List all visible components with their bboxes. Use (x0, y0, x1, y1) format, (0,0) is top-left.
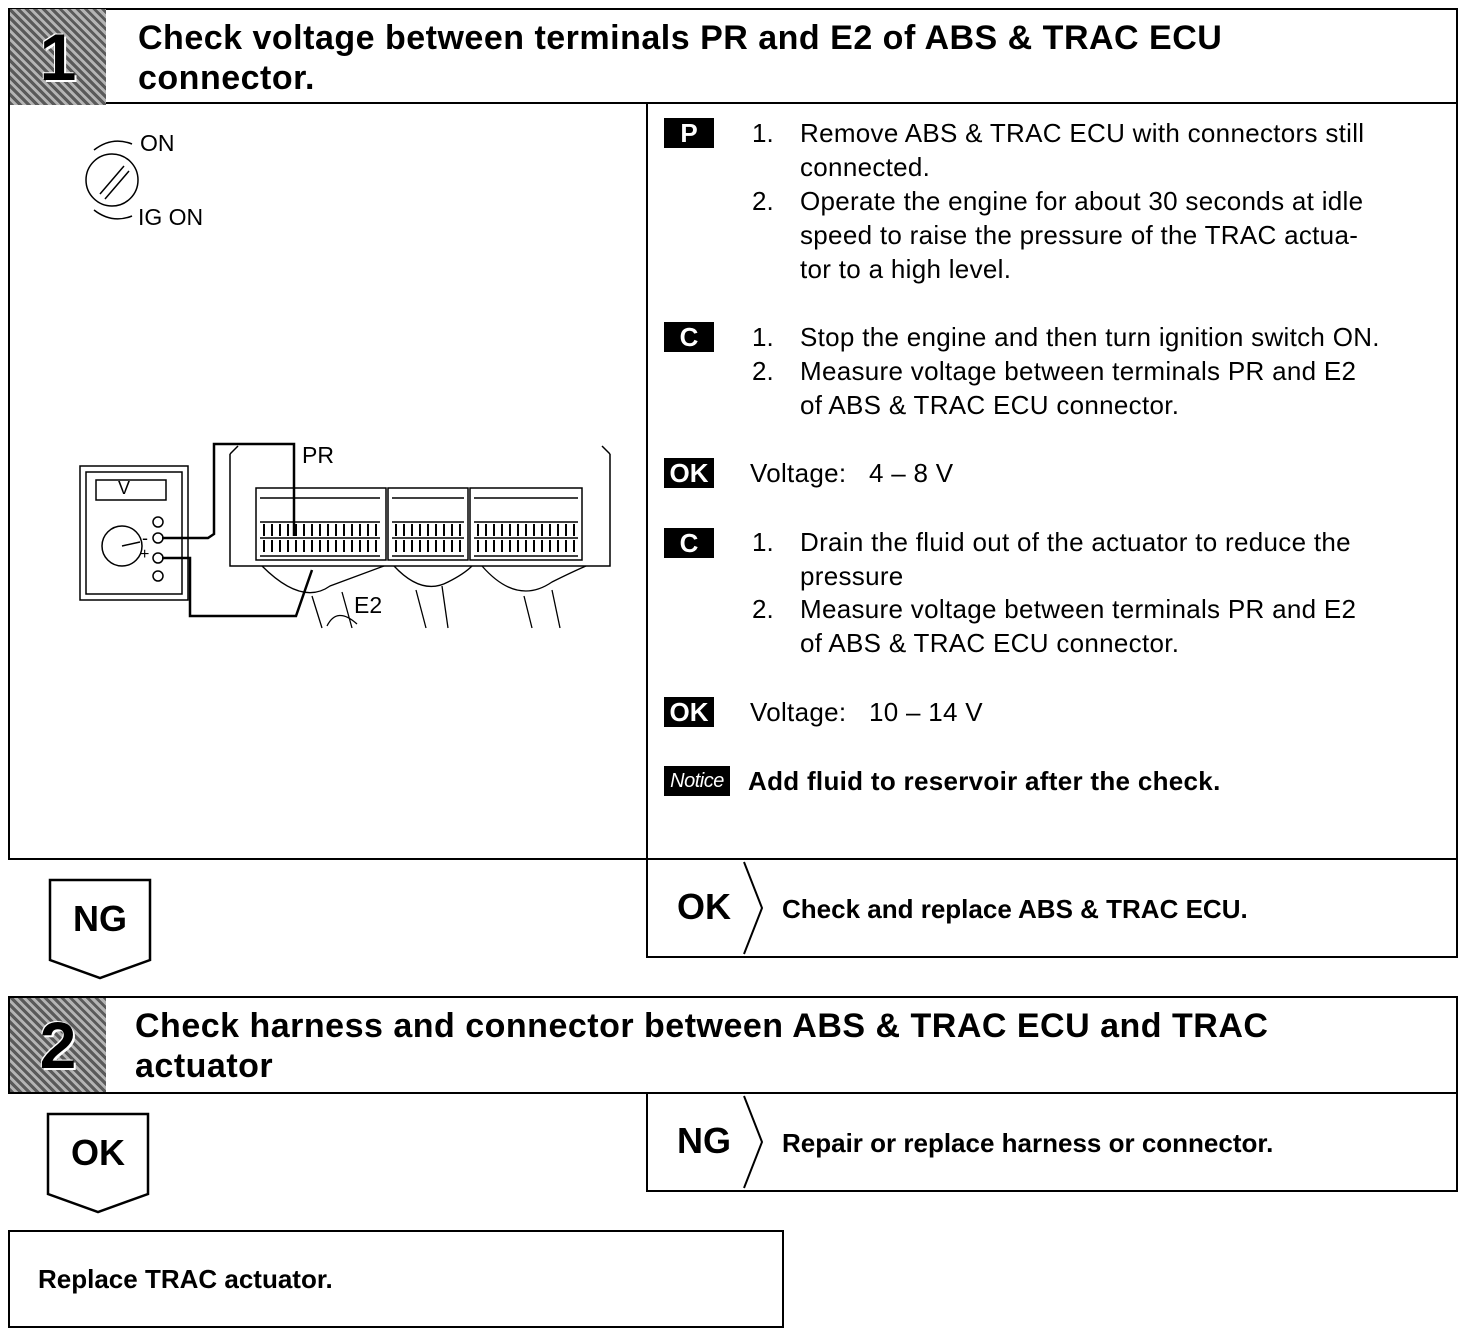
step1-number-badge (10, 9, 106, 105)
tag-notice: Notice (664, 766, 730, 796)
ok-label-2: OK (71, 1132, 125, 1173)
c2-item1-num: 1. (752, 527, 774, 557)
ng-label-1: NG (73, 898, 127, 939)
c1-item2-text (800, 354, 1450, 422)
p-item2-line3: tor to a high level. (800, 254, 1012, 284)
tag-p: P (664, 118, 714, 148)
step1-divider (646, 104, 648, 860)
ignition-switch-icon (86, 141, 138, 219)
step1-number: 1 (39, 20, 77, 94)
p-item2-line2: speed to raise the pressure of the TRAC actua- (800, 220, 1359, 250)
p-item1-line2: connected. (800, 152, 931, 182)
c2-item1-text (800, 525, 1450, 593)
c2-item1-line1: Drain the fluid out of the actuator to reduce the (800, 527, 1351, 557)
step1-title (138, 18, 1438, 98)
meter-plus-label: + (140, 546, 150, 563)
step2-title (135, 1006, 1435, 1086)
c1-item2-line1: Measure voltage between terminals PR and E2 (800, 356, 1357, 386)
terminal-pr-label: PR (302, 442, 334, 468)
final-action-text: Replace TRAC actuator. (38, 1264, 333, 1294)
step2-number: 2 (39, 1008, 77, 1082)
c2-item2-num: 2. (752, 594, 774, 624)
step2-title-line1: Check harness and connector between ABS & TRAC ECU and TRAC (135, 1007, 1269, 1045)
step2-number-badge (10, 998, 106, 1092)
tag-ok2: OK (664, 697, 714, 727)
step2-title-line2: actuator (135, 1047, 274, 1085)
p-item2-num: 2. (752, 186, 774, 216)
c2-item1-line2: pressure (800, 561, 904, 591)
step1-title-line1: Check voltage between terminals PR and E2 of ABS & TRAC ECU (138, 19, 1223, 57)
c1-item1-num: 1. (752, 322, 774, 352)
c2-item2-line2: of ABS & TRAC ECU connector. (800, 628, 1180, 658)
step1-title-line2: connector. (138, 59, 315, 97)
tag-c2: C (664, 528, 714, 558)
p-item1-num: 1. (752, 118, 774, 148)
p-item2-text (800, 184, 1450, 286)
c2-item2-text (800, 592, 1450, 660)
tag-c1: C (664, 322, 714, 352)
c2-item2-line1: Measure voltage between terminals PR and E2 (800, 594, 1357, 624)
switch-ig-on-label: IG ON (138, 204, 204, 230)
ok-result-text-1: Check and replace ABS & TRAC ECU. (782, 894, 1248, 924)
ng-label-2: NG (677, 1120, 731, 1161)
switch-on-label: ON (140, 130, 175, 156)
c1-item2-num: 2. (752, 356, 774, 386)
terminal-e2-label: E2 (354, 592, 383, 618)
voltmeter-icon (80, 466, 188, 600)
meter-minus-label: - (142, 528, 148, 548)
p-item1-text (800, 116, 1450, 184)
tag-ok1: OK (664, 458, 714, 488)
p-item2-line1: Operate the engine for about 30 seconds at idle (800, 186, 1364, 216)
notice-text: Add fluid to reservoir after the check. (748, 766, 1221, 796)
p-item1-line1: Remove ABS & TRAC ECU with connectors still (800, 118, 1365, 148)
diagram-drawing (12, 106, 642, 856)
ng-result-text-2: Repair or replace harness or connector. (782, 1128, 1274, 1158)
c1-item2-line2: of ABS & TRAC ECU connector. (800, 390, 1180, 420)
ok2-voltage: Voltage: 10 – 14 V (750, 697, 983, 727)
c1-item1-text (800, 320, 1450, 354)
ok1-voltage: Voltage: 4 – 8 V (750, 458, 954, 488)
test-leads (162, 444, 312, 616)
meter-display-label: V (118, 478, 131, 498)
c1-item1-line1: Stop the engine and then turn ignition switch ON. (800, 322, 1380, 352)
wiring-diagram (12, 106, 642, 856)
ok-label-1: OK (677, 886, 731, 927)
